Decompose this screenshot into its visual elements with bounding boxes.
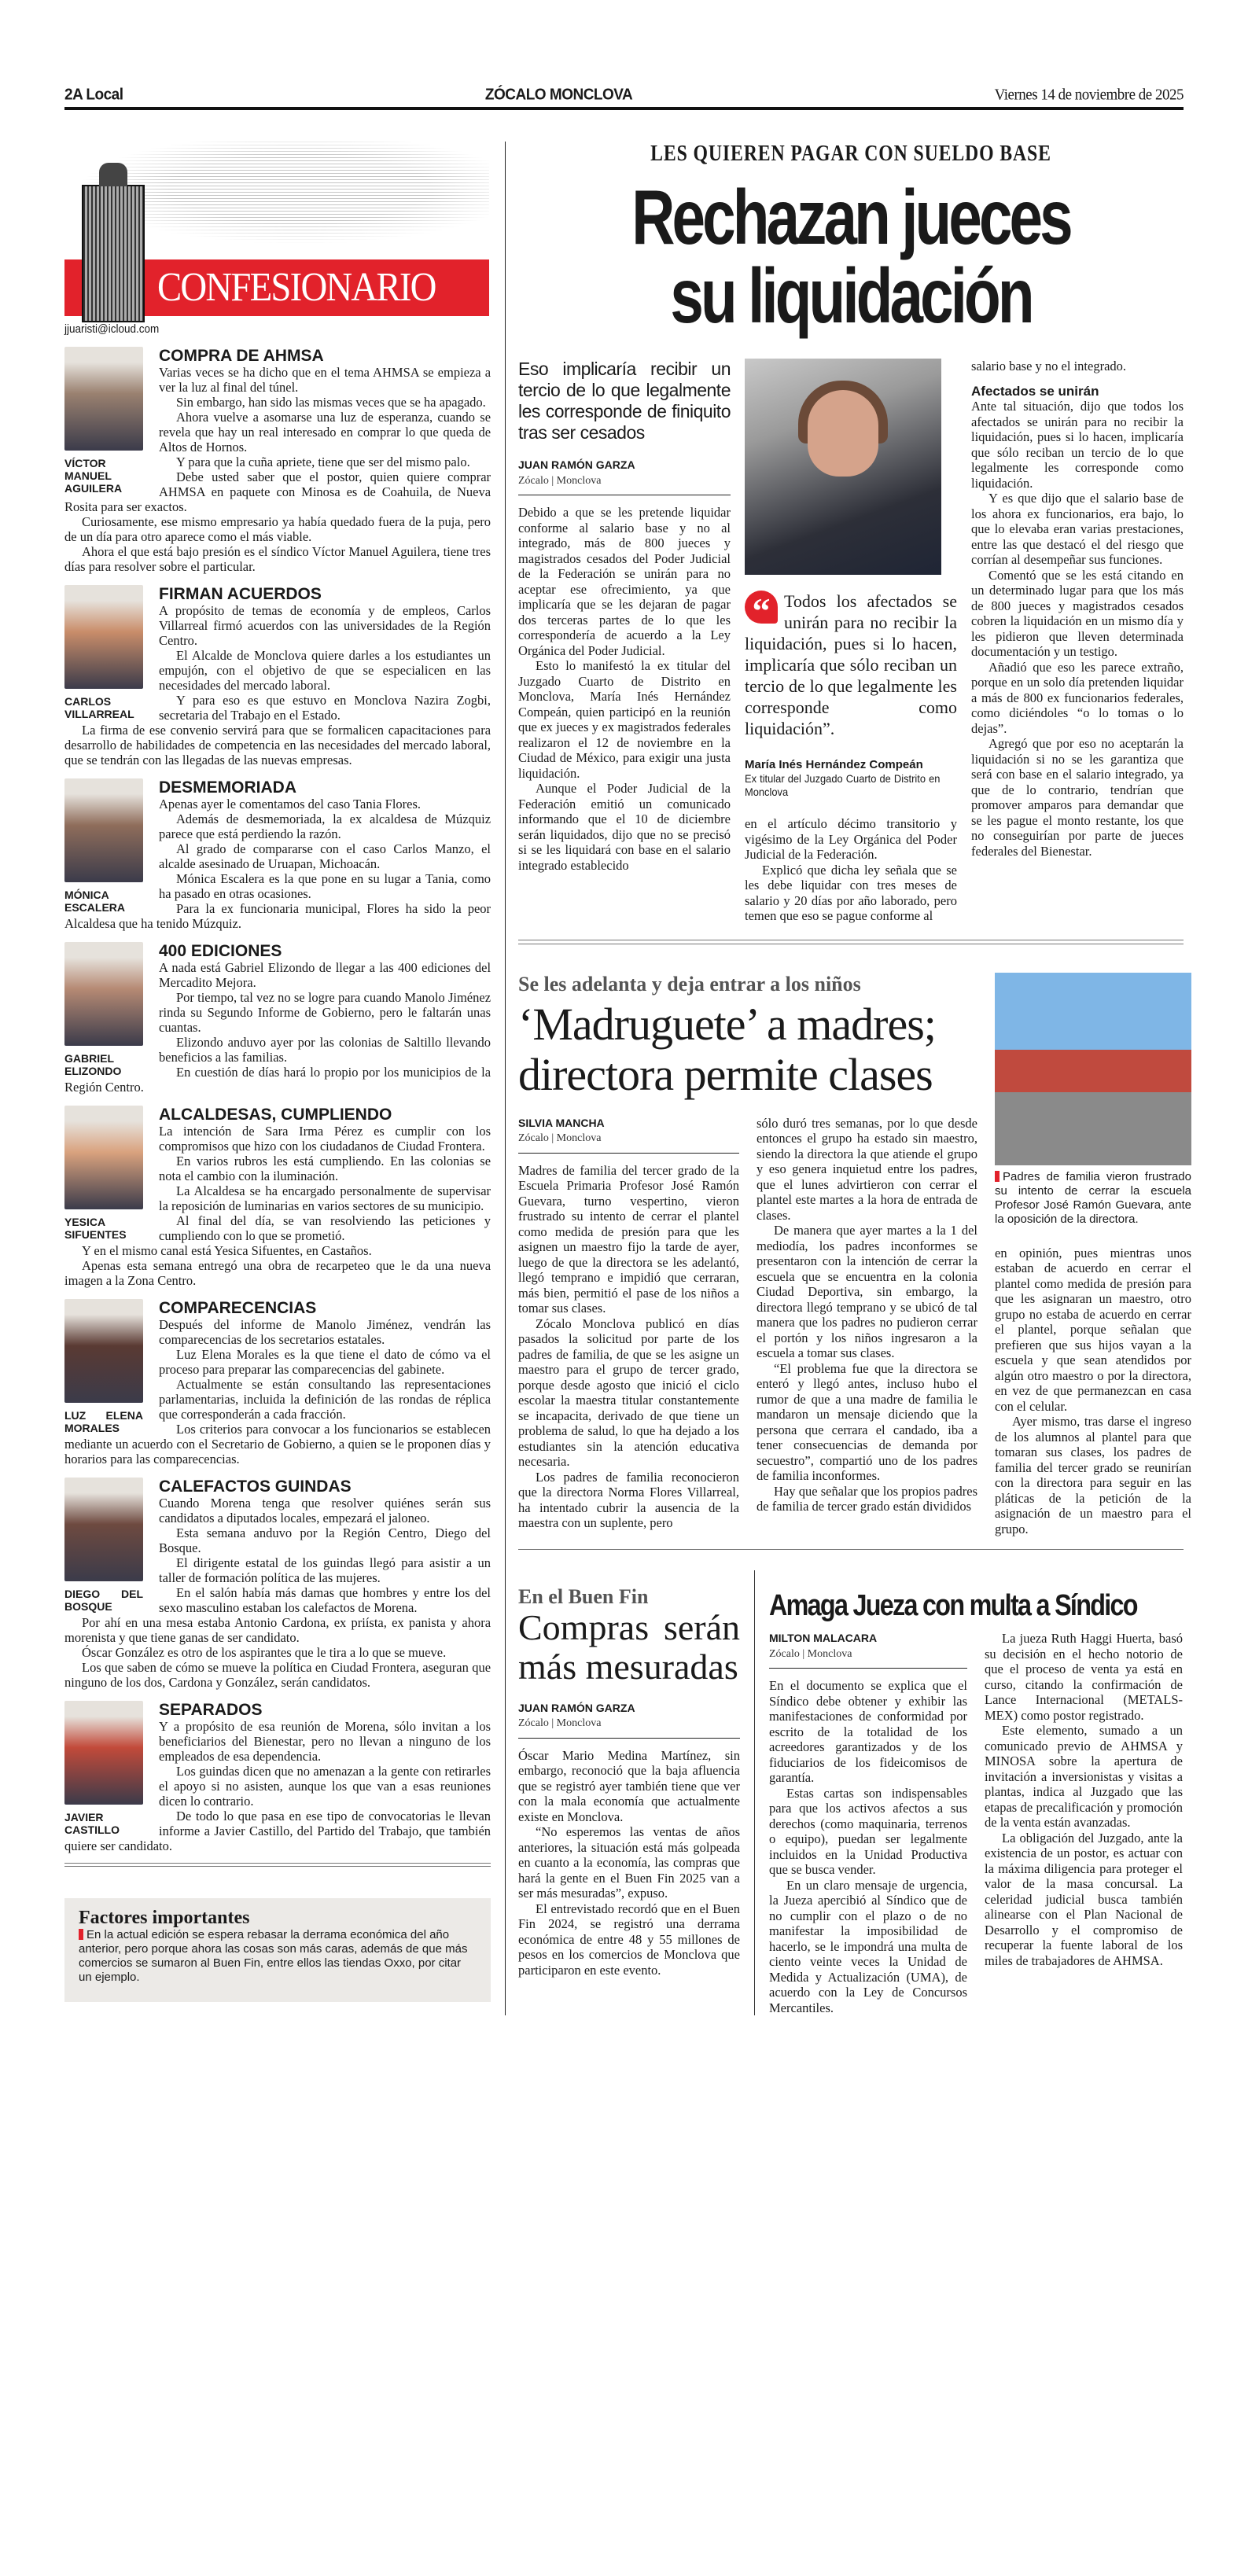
madruguete-col1-text bbox=[518, 1163, 739, 1531]
paragraph: Zócalo Monclova publicó en días pasados la solicitud por parte de los padres de familia, de que se les asigne un maestro para el grupo de tercer grado, porque desde agosto que inició el ciclo escolar la maestra titular constantemente se incapacita, derivado de que tiene un problema de salud, lo que ha dejado a los estudiantes sin la atención educativa necesaria. bbox=[518, 1316, 739, 1469]
paragraph: Además de desmemoriada, la ex alcaldesa de Múzquiz parece que está perdiendo la razón. bbox=[159, 811, 491, 841]
portrait bbox=[64, 1478, 143, 1613]
paragraph: En varios rubros les está cumpliendo. En las colonias se nota el cambio con la iluminación. bbox=[159, 1154, 491, 1183]
paragraph: en opinión, pues mientras unos estaban de acuerdo en cerrar el plantel como medida de presión para que les asignaran un maestro, otro grupo no estaba de acuerdo en cerrar el plantel, porque señalan que prefieren que sus hijos vayan a la escuela y que sean atendidos por algún otro maestro o por la directora, en vez de que permanezcan en casa con el celular. bbox=[995, 1245, 1191, 1414]
paragraph: Los que saben de cómo se mueve la política en Ciudad Frontera, aseguran que ninguno de los dos, Cardona y González, serán candidatos. bbox=[64, 1660, 491, 1690]
paragraph: Apenas esta semana entregó una obra de recarpeteo que le da una nueva imagen a la Zona Centro. bbox=[64, 1258, 491, 1288]
portrait-photo bbox=[64, 1478, 143, 1581]
item-title: DESMEMORIADA bbox=[159, 778, 297, 797]
paragraph: En cuestión de días hará lo propio por los municipios de la Región Centro. bbox=[64, 1065, 491, 1095]
portrait bbox=[64, 1299, 143, 1434]
bottom-stories bbox=[518, 1570, 1184, 2015]
paragraph: De manera que ayer martes a la 1 del mediodía, los padres inconformes se presentaron con la intención de cerrar la escuela que se encuentra en la colonia Ciudad Deportiva, sin embargo, la directora llegó temprano y se ubicó de tal manera que los padres no pudieron cerrar el portón y los niños ingresaron a la escuela a tomar sus clases. bbox=[757, 1223, 977, 1360]
madruguete-col2-text bbox=[757, 1116, 977, 1514]
portrait-name: LUZ ELENA MORALES bbox=[64, 1409, 143, 1434]
item-title: CALEFACTOS GUINDAS bbox=[159, 1478, 352, 1496]
paragraph: Comentó que se les está citando en un determinado lugar para que los más de 800 jueces y magistrados cesados cobren la liquidación en un mismo día y les pidieron que lleven determinada documentación y un testigo. bbox=[971, 567, 1184, 659]
lead-col-3 bbox=[971, 359, 1184, 924]
paragraph: El Alcalde de Monclova quiere darles a los estudiantes un empujón, con el objetivo de que se especialicen en las necesidades del mercado laboral. bbox=[159, 648, 491, 693]
item-title: COMPRA DE AHMSA bbox=[159, 347, 324, 365]
paragraph: El entrevistado recordó que en el Buen Fin 2024, se registró una derrama económica de entre 48 y 55 millones de pesos en los comercios de Monclova que participaron en este evento. bbox=[518, 1901, 740, 1978]
paragraph: Esto lo manifestó la ex titular del Juzgado Cuarto de Distrito en Monclova, María Inés Hernández Compeán, quien participó en la reunión que ex jueces y ex magistrados federales realizaron el 12 de noviembre en la Ciudad de México, para exigir una justa liquidación. bbox=[518, 658, 731, 781]
portrait-photo bbox=[64, 585, 143, 689]
lead-headline[interactable] bbox=[591, 174, 1110, 339]
caption-text: Padres de familia vieron frustrado su intento de cerrar la escuela Profesor José Ramón Guevara, ante la oposición de la directora. bbox=[995, 1169, 1191, 1226]
paragraph: En un claro mensaje de urgencia, la Jueza apercibió al Síndico que de no cumplir con el plazo o de no manifestar la imposibilidad de hacerlo, se le impondrá una multa de ciento veinte veces la Unidad de Medida y Actualización (UMA), de acuerdo con la Ley de Concursos Mercantiles. bbox=[769, 1877, 967, 2015]
paragraph: Explicó que dicha ley señala que se les debe liquidar con tres meses de salario y 20 días por año laborado, pero temen que eso se pague conforme al bbox=[745, 862, 957, 923]
paragraph: Óscar Mario Medina Martínez, sin embargo, reconoció que la baja afluencia que se registró ayer también tiene que ver con la mala economía que actualmente existe en Monclova. bbox=[518, 1747, 740, 1824]
item-title: SEPARADOS bbox=[159, 1701, 263, 1719]
paragraph: Añadió que eso les parece extraño, porque en un solo día pretenden liquidar a más de 800 ex funcionarios federales, como diciéndoles “o lo tomas o lo dejas”. bbox=[971, 659, 1184, 736]
portrait-name: CARLOS VILLARREAL bbox=[64, 695, 134, 720]
section-label: 2A Local bbox=[64, 86, 123, 104]
paragraph: Ayer mismo, tras darse el ingreso de los alumnos al plantel para que tomaran sus clases, los padres de familia del tercer grado se reunirían con la directora para seguir en las pláticas de la petición de la asignación de un maestro para el grupo. bbox=[995, 1414, 1191, 1536]
lead-story-body bbox=[518, 359, 1184, 924]
columnist-email[interactable]: jjuaristi@icloud.com bbox=[64, 322, 160, 336]
item-title: FIRMAN ACUERDOS bbox=[159, 585, 322, 603]
portrait-photo bbox=[64, 1106, 143, 1209]
paragraph: Y a propósito de esa reunión de Morena, sólo invitan a los beneficiarios del Bienestar, pero no llevan a ninguno de los empleados de esa dependencia. bbox=[159, 1719, 491, 1764]
paragraph: Por tiempo, tal vez no se logre para cuando Manolo Jiménez rinda su Segundo Informe de Gobierno, pero le faltarán unas cuantas. bbox=[159, 990, 491, 1035]
paragraph: Y para que la cuña apriete, tiene que ser del mismo palo. bbox=[176, 454, 470, 469]
confesionario-item bbox=[64, 1701, 491, 1853]
judge-photo bbox=[745, 359, 941, 575]
madruguete-headline[interactable]: ‘Madruguete’ a madres; directora permite clases bbox=[518, 998, 936, 1100]
amaga-headline[interactable]: Amaga Jueza con multa a Síndico bbox=[769, 1589, 1137, 1622]
paragraph: Agregó que por eso no aceptarán la liquidación si no se les garantiza que será con base en el salario integrado, ya que de lo contrario, tendrían que promover amparos para demandar que se les pague el monto restante, los que no conseguirían por parte de jueces federales del Bienestar. bbox=[971, 736, 1184, 859]
paragraph: Cuando Morena tenga que resolver quiénes serán sus candidatos a diputados locales, empezará el jaloneo. bbox=[159, 1496, 491, 1525]
bottom-separator bbox=[518, 1549, 1184, 1550]
paragraph: Mónica Escalera es la que pone en su lugar a Tania, como ha pasado en otras ocasiones. bbox=[159, 871, 491, 901]
paragraph: Y para eso es que estuvo en Monclova Nazira Zogbi, secretaria del Trabajo en el Estado. bbox=[159, 693, 491, 723]
buen-fin-dateline: Zócalo | Monclova bbox=[518, 1716, 740, 1739]
lead-dateline: Zócalo | Monclova bbox=[518, 473, 731, 496]
paragraph: La jueza Ruth Haggi Huerta, basó su decisión en el hecho notorio de que el proceso de venta ya está en curso, citando la confirmación de Lance Internacional (METALS-MEX) como postor registrado. bbox=[985, 1631, 1183, 1723]
paragraph: Luz Elena Morales es la que tiene el dato de cómo va el proceso para preparar las comparecencias del gabinete. bbox=[159, 1347, 491, 1377]
portrait bbox=[64, 778, 143, 914]
quote-attribution-name: María Inés Hernández Compeán bbox=[745, 758, 923, 771]
paragraph: Aunque el Poder Judicial de la Federación emitió un comunicado informando que el 10 de diciembre serán liquidados, dijo que no se precisó si se les liquidará con base en el salario integrado establecido bbox=[518, 781, 731, 873]
quote-text: Todos los afectados se unirán para no recibir la liquidación, pues si lo hacen, implicaría que sólo reciban un tercio de lo que legalmente les corresponde como liquidación”. bbox=[745, 591, 957, 738]
buen-fin-byline: JUAN RAMÓN GARZA bbox=[518, 1701, 635, 1714]
paragraph: Estas cartas son indispensables para que los activos afectos a sus derechos (como maquinaria, terrenos o equipo), puedan ser legalmente incluidos en la Unidad Productiva que se busca vender. bbox=[769, 1785, 967, 1877]
paragraph: La Alcaldesa se ha encargado personalmente de supervisar la reposición de luminarias en varios sectores de su municipio. bbox=[159, 1183, 491, 1213]
paragraph: Este elemento, sumado a un comunicado previo de AHMSA y MINOSA sobre la apertura de invitación a inversionistas y visitas a plantas, indica al Juzgado que las etapas de precalificación y promoción de la venta están avanzadas. bbox=[985, 1723, 1183, 1830]
logo-text: CONFESIONARIO bbox=[157, 265, 436, 310]
confesionario-logo bbox=[64, 142, 489, 310]
issue-date: Viernes 14 de noviembre de 2025 bbox=[994, 86, 1184, 104]
paragraph: Apenas ayer le comentamos del caso Tania Flores. bbox=[159, 797, 422, 811]
paragraph: Los guindas dicen que no amenazan a la gente con retirarles el apoyo si no asisten, aunque los que van a esas reuniones dicen lo contrario. bbox=[159, 1764, 491, 1809]
portrait bbox=[64, 347, 143, 495]
paragraph: El dirigente estatal de los guindas llegó para asistir a un taller de formación política de las mujeres. bbox=[159, 1555, 491, 1585]
portrait bbox=[64, 942, 143, 1077]
newspaper-page bbox=[64, 85, 1191, 2015]
confesionario-items bbox=[64, 347, 491, 1853]
paragraph: Ahora vuelve a asomarse una luz de esperanza, cuando se revela que hay un real interesado en comprar lo que queda de Altos de Hornos. bbox=[159, 410, 491, 454]
confesionario-item bbox=[64, 585, 491, 767]
paragraph: sólo duró tres semanas, por lo que desde entonces el grupo ha estado sin maestro, siendo la directora la que atiende el grupo y eso genera inquietud entre los padres, que el lunes advirtieron con cerrar el plantel este martes a la hora de entrada de clases. bbox=[757, 1115, 977, 1223]
portrait-name: DIEGO DEL BOSQUE bbox=[64, 1588, 143, 1613]
portrait-name: YESICA SIFUENTES bbox=[64, 1216, 127, 1241]
confesionario-item bbox=[64, 1478, 491, 1690]
paragraph: Al final del día, se van resolviendo las peticiones y cumpliendo con lo que se prometió. bbox=[159, 1213, 491, 1243]
amaga-col2-text bbox=[985, 1631, 1183, 1968]
paragraph: La obligación del Juzgado, ante la existencia de un postor, es actuar con la máxima diligencia para proteger el valor de la masa concursal. La celeridad judicial busca también alinearse con el Plan Nacional de Desarrollo y el compromiso de recuperar la fuente laboral de los miles de trabajadores de AHMSA. bbox=[985, 1830, 1183, 1968]
factores-text: En la actual edición se espera rebasar la derrama económica del año anterior, pero porque ahora las cosas son más caras, además de que más comercios se sumaron al Buen Fin, entre ellos las tiendas Oxxo, por citar un ejemplo. bbox=[79, 1928, 468, 1984]
column-divider bbox=[754, 1570, 755, 2015]
paragraph: A propósito de temas de economía y de empleos, Carlos Villarreal firmó acuerdos con las universidades de la Región Centro. bbox=[159, 603, 491, 648]
paragraph: Debido a que se les pretende liquidar conforme al salario base y no al integrado, más de 800 jueces y magistrados cesados del Poder Judicial de la Federación se unirán para no aceptar ese ofrecimiento, ya que implicaría que se les dejaran de pagar dos terceras partes de lo que les correspondería de acuerdo a la Ley Orgánica del Poder Judicial. bbox=[518, 505, 731, 658]
paragraph: Los criterios para convocar a los funcionarios se establecen mediante un acuerdo con el Secretario de Gobierno, a quien se le proponen días y horarios para las comparecencias. bbox=[64, 1422, 491, 1466]
portrait-name: VÍCTOR MANUEL AGUILERA bbox=[64, 457, 123, 495]
paragraph: Después del informe de Manolo Jiménez, vendrán las comparecencias de los secretarios estatales. bbox=[159, 1317, 491, 1347]
paragraph: Hay que señalar que los propios padres de familia de tercer grado están divididos bbox=[757, 1483, 977, 1514]
column-divider bbox=[505, 142, 506, 2015]
madruguete-dateline: Zócalo | Monclova bbox=[518, 1131, 739, 1154]
main-column bbox=[518, 142, 1191, 2015]
section-separator bbox=[518, 940, 1184, 944]
paragraph: Esta semana anduvo por la Región Centro, Diego del Bosque. bbox=[159, 1525, 491, 1555]
confesionario-item bbox=[64, 942, 491, 1095]
item-title: 400 EDICIONES bbox=[159, 942, 282, 960]
paragraph: Ante tal situación, dijo que todos los afectados se unirán para no recibir la liquidación, pues si lo hacen, implicaría que sólo reciban un tercio de lo que legalmente les corresponde como liquidación. bbox=[971, 399, 1184, 491]
buen-fin-text bbox=[518, 1748, 740, 1978]
paragraph: Al grado de compararse con el caso Carlos Manzo, el alcalde asesinado de Uruapan, Michoacán. bbox=[159, 841, 491, 871]
paragraph: Para la ex funcionaria municipal, Flores ha sido la peor Alcaldesa que ha tenido Múzquiz. bbox=[64, 901, 491, 931]
folio-rule bbox=[64, 107, 1184, 110]
lead-subhead: Afectados se unirán bbox=[971, 383, 1099, 399]
confesionario-column bbox=[64, 142, 491, 2015]
lead-dek: Eso implicaría recibir un tercio de lo que legalmente les corresponde de finiquito tras ser cesados bbox=[518, 359, 731, 443]
paragraph: “El problema fue que la directora se enteró y llegó antes, incluso hubo el rumor de que a una madre de familia le mandaron un mensaje diciendo que la persona que cerrara el candado, iba a tener consecuencias de demanda por secuestro”, compartió uno de los padres de familia inconformes. bbox=[757, 1360, 977, 1483]
madruguete-byline: SILVIA MANCHA bbox=[518, 1116, 605, 1129]
lead-col-2 bbox=[745, 359, 957, 924]
paper-name: ZÓCALO MONCLOVA bbox=[484, 86, 633, 104]
confesionario-item bbox=[64, 778, 491, 931]
portrait-name: JAVIER CASTILLO bbox=[64, 1811, 120, 1836]
paragraph: Sin embargo, han sido las mismas veces que se ha apagado. bbox=[176, 395, 486, 410]
paragraph: Los padres de familia reconocieron que la directora Norma Flores Villarreal, ha intentado cubrir la ausencia de la maestra con un suplente, pero bbox=[518, 1469, 739, 1530]
portrait bbox=[64, 1701, 143, 1836]
paragraph: A nada está Gabriel Elizondo de llegar a las 400 ediciones del Mercadito Mejora. bbox=[159, 960, 491, 990]
madruguete-col3-text bbox=[995, 1246, 1191, 1537]
lead-headline-line1: Rechazan jueces bbox=[631, 174, 1070, 260]
buen-fin-headline[interactable]: Compras serán más mesuradas bbox=[518, 1606, 740, 1687]
lead-byline: JUAN RAMÓN GARZA bbox=[518, 458, 635, 471]
paragraph: Curiosamente, ese mismo empresario ya había quedado fuera de la puja, pero de un día para otro aparece como el más viable. bbox=[64, 514, 491, 544]
paragraph: en el artículo décimo transitorio y vigésimo de la Ley Orgánica del Poder Judicial de la Federación. bbox=[745, 816, 957, 862]
paragraph: Y es que dijo que el salario base de los ahora ex funcionarios, era bajo, lo que lo elevaba eran varias prestaciones, entre las que destacó el del riesgo que corrían al desempeñar sus funciones. bbox=[971, 491, 1184, 567]
madruguete-kicker: Se les adelanta y deja entrar a los niños bbox=[518, 972, 861, 995]
pull-quote bbox=[745, 591, 957, 739]
factores-title: Factores importantes bbox=[79, 1908, 250, 1928]
confesionario-item bbox=[64, 347, 491, 574]
paragraph: Actualmente se están consultando las representaciones parlamentarias, incluida la definición de las rondas de réplica que corresponderán a cada fracción. bbox=[159, 1377, 491, 1422]
paragraph: Óscar González es otro de los aspirantes que le tira a lo que se mueve. bbox=[82, 1645, 447, 1660]
lead-kicker: LES QUIEREN PAGAR CON SUELDO BASE bbox=[650, 142, 1051, 166]
caption-marker-icon bbox=[995, 1171, 1000, 1182]
paragraph: Y en el mismo canal está Yesica Sifuentes, en Castaños. bbox=[82, 1243, 372, 1258]
quote-attribution-role: Ex titular del Juzgado Cuarto de Distrito en Monclova bbox=[745, 772, 941, 798]
photo-caption bbox=[995, 1170, 1191, 1227]
lead-col1-text bbox=[518, 505, 731, 873]
lead-col3-text bbox=[971, 399, 1184, 859]
paragraph: Elizondo anduvo ayer por las colonias de Saltillo llevando beneficios a las familias. bbox=[159, 1035, 491, 1065]
lead-col2-text bbox=[745, 816, 957, 924]
portrait-name: MÓNICA ESCALERA bbox=[64, 889, 126, 914]
paragraph: Ahora el que está bajo presión es el síndico Víctor Manuel Aguilera, tiene tres días para resolver sobre el particular. bbox=[64, 544, 491, 574]
paragraph: La firma de ese convenio servirá para que se formalicen capacitaciones para desarrollo de habilidades de competencia en las necesidades del mercado laboral, que se tendrán con las llegadas de las nuevas empresas. bbox=[64, 723, 491, 767]
confesionario-item bbox=[64, 1299, 491, 1466]
item-title: ALCALDESAS, CUMPLIENDO bbox=[159, 1106, 392, 1124]
amaga-dateline: Zócalo | Monclova bbox=[769, 1647, 967, 1669]
paragraph: En el documento se explica que el Síndico debe obtener y exhibir las manifestaciones de conformidad por escrito de la totalidad de los acreedores garantizados y de los fiduciarios de los fideicomisos de garantía. bbox=[769, 1678, 967, 1785]
paragraph: La intención de Sara Irma Pérez es cumplir con los compromisos que hizo con los ciudadanos de Ciudad Frontera. bbox=[159, 1124, 491, 1154]
madruguete-story bbox=[518, 972, 1191, 1537]
amaga-story bbox=[769, 1570, 1183, 2015]
lead-headline-line2: su liquidación bbox=[670, 252, 1032, 339]
portrait-name: GABRIEL ELIZONDO bbox=[64, 1052, 122, 1077]
lead-col-1 bbox=[518, 359, 731, 924]
portrait-photo bbox=[64, 1701, 143, 1805]
school-photo bbox=[995, 973, 1191, 1165]
lead-col3-lead: salario base y no el integrado. bbox=[971, 359, 1127, 374]
portrait bbox=[64, 585, 143, 720]
paragraph: En el salón había más damas que hombres y entre los del sexo masculino estaban los calefactos de Morena. bbox=[159, 1585, 491, 1615]
bullet-marker-icon bbox=[79, 1929, 83, 1940]
buen-fin-story bbox=[518, 1570, 740, 2015]
paragraph: “No esperemos las ventas de años anteriores, la situación está más golpeada en cuanto a la economía, las compras que hará la gente en el Buen Fin 2025 van a ser más mesuradas”, expuso. bbox=[518, 1824, 740, 1901]
quote-icon: “ bbox=[745, 591, 778, 624]
paragraph: Debe usted saber que el postor, quien quiere comprar AHMSA en paquete con Minosa es de Coahuila, de Nueva Rosita para ser exactos. bbox=[64, 469, 491, 514]
amaga-col1-text bbox=[769, 1678, 967, 2015]
confesionario-item bbox=[64, 1106, 491, 1288]
portrait-photo bbox=[64, 778, 143, 882]
paragraph: Por ahí en una mesa estaba Antonio Cardona, ex priísta, ex panista y ahora morenista y que tiene ganas de ser candidato. bbox=[64, 1615, 491, 1645]
column-end-rule bbox=[64, 1863, 491, 1867]
buen-fin-kicker: En el Buen Fin bbox=[518, 1585, 649, 1608]
tower-icon bbox=[82, 185, 145, 322]
portrait-photo bbox=[64, 347, 143, 451]
folio-bar bbox=[64, 84, 1184, 104]
portrait-photo bbox=[64, 942, 143, 1046]
paragraph: Madres de familia del tercer grado de la Escuela Primaria Profesor José Ramón Guevara, turno vespertino, vieron frustrado su intento de cerrar el plantel como medida de presión para que les asignen un maestro fijo la tarde de ayer, luego de que la directora se les adelantó, llegó temprano e impidió que cerraran, más bien, permitió el pase de los niños a tomar sus clases. bbox=[518, 1162, 739, 1316]
paragraph: De todo lo que pasa en ese tipo de convocatorias le llevan informe a Javier Castillo, del Partido del Trabajo, que también quiere ser candidato. bbox=[64, 1809, 491, 1853]
amaga-byline: MILTON MALACARA bbox=[769, 1632, 878, 1644]
portrait bbox=[64, 1106, 143, 1241]
item-title: COMPARECENCIAS bbox=[159, 1299, 317, 1317]
factores-box bbox=[64, 1898, 491, 2002]
paragraph: Varias veces se ha dicho que en el tema AHMSA se empieza a ver la luz al final del túnel. bbox=[159, 365, 491, 395]
portrait-photo bbox=[64, 1299, 143, 1403]
